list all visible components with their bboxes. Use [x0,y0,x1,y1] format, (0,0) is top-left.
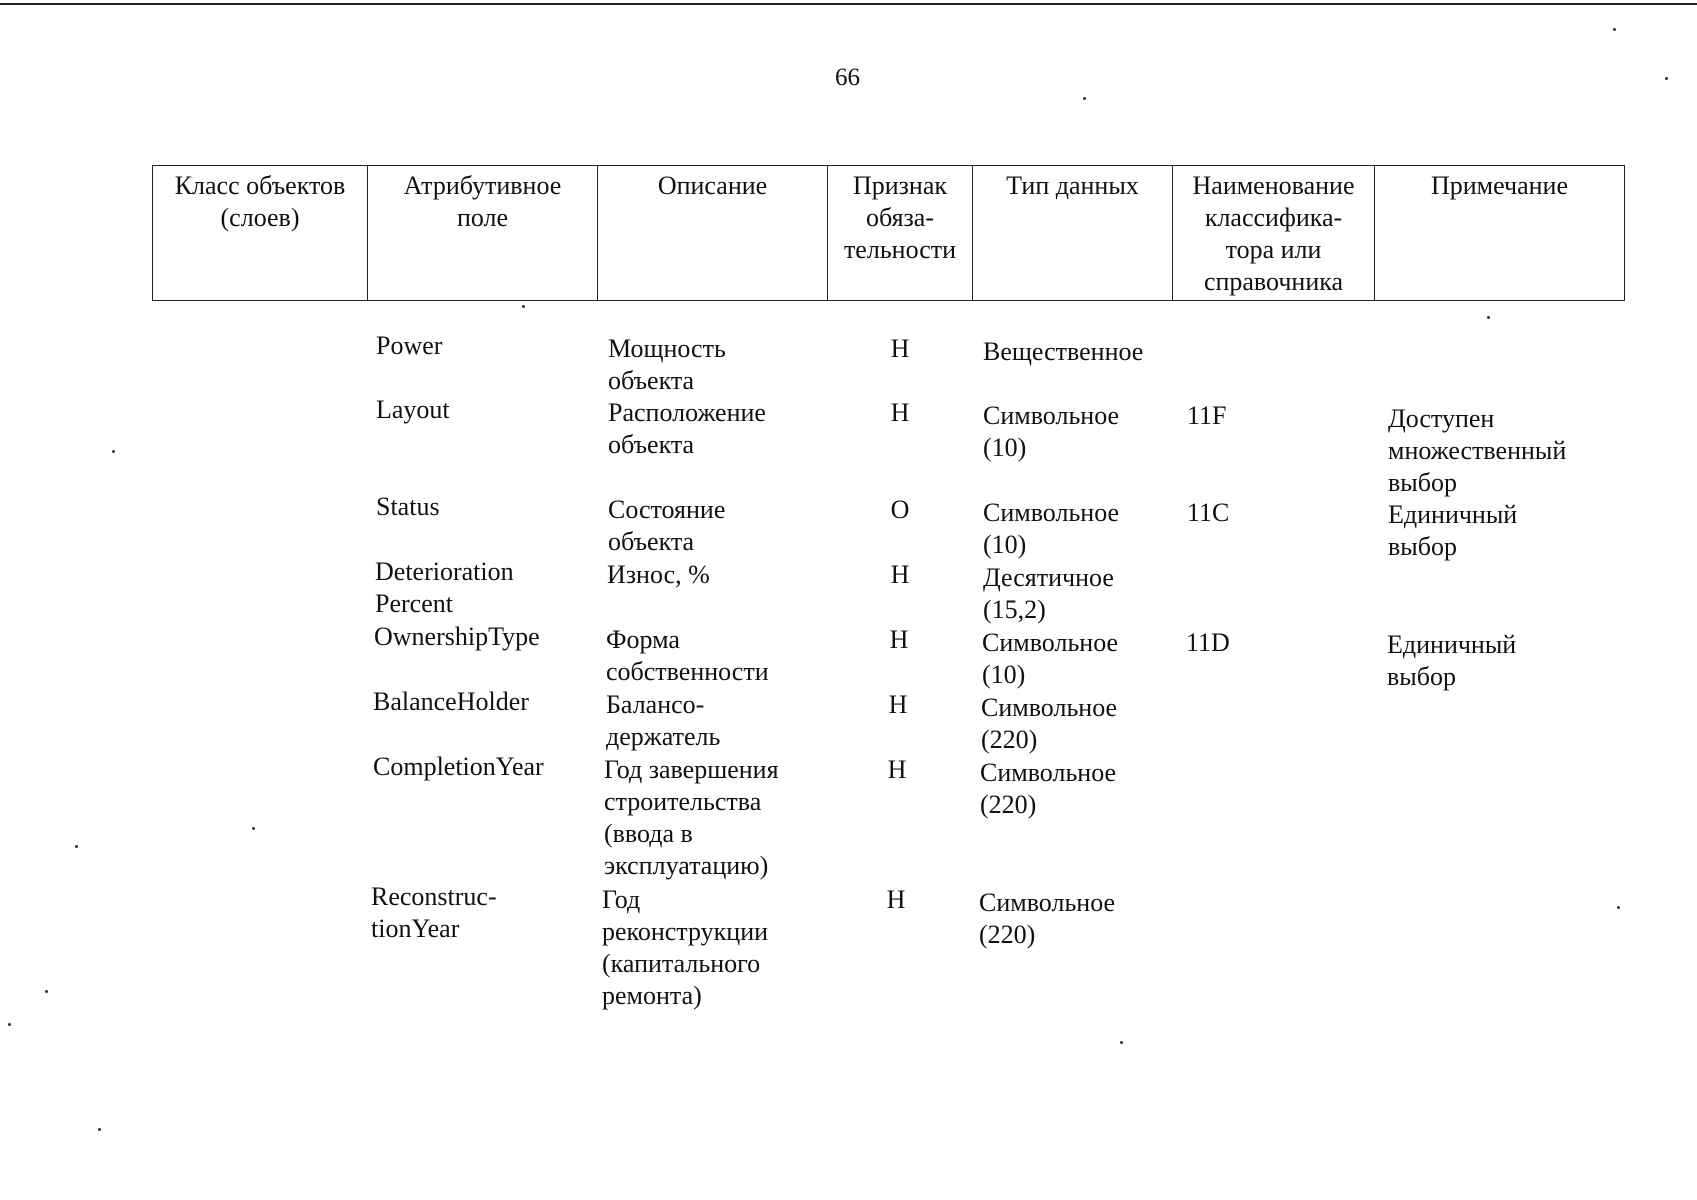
row-7-flag: Н [886,885,906,914]
row-7-description: Год реконструкции (капитального ремонта) [602,885,769,1010]
scan-speck [1083,97,1086,100]
scan-speck [75,845,78,848]
row-6-type: Символьное (220) [980,758,1117,819]
scan-speck [1487,316,1490,319]
row-5-description: Балансо- держатель [606,690,721,751]
row-1-field: Layout [376,395,450,424]
row-3-field: Deterioration Percent [375,557,514,618]
row-5-field: BalanceHolder [373,687,529,716]
header-description: Описание [598,166,828,301]
row-4-flag: Н [889,625,909,654]
row-7-field: Reconstruc- tionYear [371,882,497,943]
row-5-flag: Н [888,690,908,719]
row-4-classifier: 11D [1186,628,1230,657]
row-1-description: Расположение объекта [608,398,766,459]
header-classifier-name: Наименование классифика- тора или справочника [1173,166,1375,301]
row-1-flag: Н [890,398,910,427]
scan-speck [98,1128,101,1131]
row-3-flag: Н [890,560,910,589]
scan-speck [1613,28,1616,31]
row-1-type: Символьное (10) [983,401,1120,462]
row-1-note: Доступен множественный выбор [1388,404,1567,497]
scan-speck [1120,1041,1123,1044]
row-2-note: Единичный выбор [1388,500,1518,561]
row-4-type: Символьное (10) [982,628,1119,689]
scan-speck [252,827,255,830]
row-5-type: Символьное (220) [981,693,1118,754]
header-attribute-field: Атрибутивное поле [368,166,598,301]
header-row [153,166,1625,301]
header-object-class: Класс объектов (слоев) [153,166,368,301]
header-note: Примечание [1375,166,1625,301]
row-6-flag: Н [887,755,907,784]
row-7-type: Символьное (220) [979,888,1116,949]
row-2-description: Состояние объекта [608,495,726,556]
row-3-description: Износ, % [607,560,710,589]
row-6-description: Год завершения строительства (ввода в эксплуатацию) [604,755,779,880]
row-6-field: CompletionYear [373,752,544,781]
scan-speck [1617,906,1620,909]
scan-speck [45,990,48,993]
row-1-classifier: 11F [1187,401,1227,430]
row-0-flag: Н [890,334,910,363]
row-2-type: Символьное (10) [983,498,1120,559]
header-data-type: Тип данных [973,166,1173,301]
row-2-field: Status [376,492,440,521]
row-2-flag: О [890,495,910,524]
page-number: 66 [835,64,860,91]
row-4-field: OwnershipType [374,622,540,651]
scan-speck [112,450,115,453]
scan-speck [1665,77,1668,80]
row-4-note: Единичный выбор [1387,630,1517,691]
scan-speck [522,305,525,308]
row-2-classifier: 11C [1187,498,1230,527]
header-mandatory-flag: Признак обяза- тельности [828,166,973,301]
scan-speck [8,1023,11,1026]
row-0-description: Мощность объекта [608,334,726,395]
row-0-field: Power [376,331,443,360]
row-4-description: Форма собственности [606,625,769,686]
row-3-type: Десятичное (15,2) [983,563,1114,624]
table-header [152,165,1625,301]
row-0-type: Вещественное [983,337,1144,366]
top-border-line [0,3,1697,5]
